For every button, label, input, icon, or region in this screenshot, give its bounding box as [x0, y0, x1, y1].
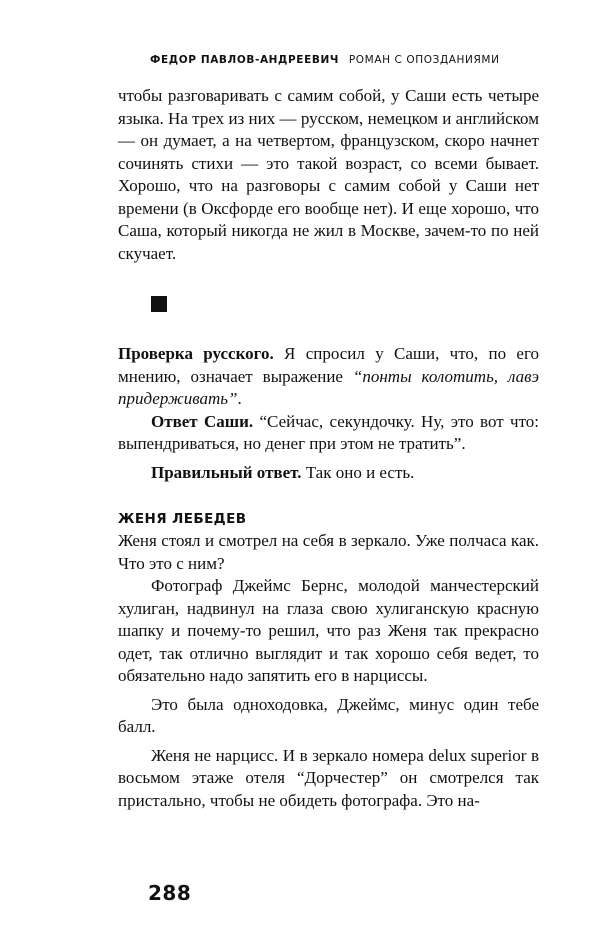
text-sasha-answer: “Сейчас, секундочку. Ну, это вот что: выпендриваться, но денег при этом не тратить”. [118, 411, 539, 453]
paragraph-continued: чтобы разговаривать с самим собой, у Саши есть четыре языка. На трех из них — русском, немецком и английском — он думает, а на четвертом, французском, скоро начнет сочинять стихи — это такой возраст, со всеми бывает. Хорошо, что на разговоры с самим собой у Саши нет времени (в Оксфорде его вообще нет). И еще хорошо, что Саша, который никогда не жил в Москве, зачем-то по ней скучает. [118, 86, 539, 263]
label-correct-answer: Правильный ответ. [151, 462, 302, 482]
paragraph-mirror: Женя стоял и смотрел на себя в зеркало. Уже полчаса как. Что это с ним? [118, 531, 539, 573]
paragraph-language-check [118, 343, 539, 411]
paragraph-photographer: Фотограф Джеймс Бернс, молодой манчестерский хулиган, надвинул на глаза свою хулиганскую красную шапку и почему-то решил, что раз Женя так прекрасно одет, так отлично выглядит и так хорошо себя ведет, то обязательно надо запятить его в нарциссы. [118, 576, 539, 685]
paragraph-one-move: Это была одноходовка, Джеймс, минус один тебе балл. [118, 694, 539, 736]
text-check-phrase: “понты колотить, лавэ придерживать” [118, 366, 539, 408]
text-check-end: . [237, 389, 242, 408]
text-check-question: Я спросил у Саши, что, по его мнению, означает выражение [118, 344, 539, 386]
paragraph-not-narcissus: Женя не нарцисс. И в зеркало номера delux superior в восьмом этаже отеля “Дорчестер” он смотрелся так пристально, чтобы не обидеть фотографа. Это на- [118, 745, 539, 810]
body-text [118, 85, 539, 812]
running-head [150, 54, 550, 66]
page-number: 288 [148, 881, 192, 905]
running-head-author: ФЕДОР ПАВЛОВ-АНДРЕЕВИЧ [150, 54, 339, 66]
section-heading: ЖЕНЯ ЛЕБЕДЕВ [118, 511, 247, 527]
text-correct-answer: Так оно и есть. [301, 462, 415, 482]
paragraph-sasha-answer [118, 411, 539, 456]
paragraph-correct-answer [118, 462, 539, 485]
running-head-title: РОМАН С ОПОЗДАНИЯМИ [348, 54, 500, 66]
label-sasha-answer: Ответ Саши. [151, 411, 254, 431]
section-marker-square [151, 296, 167, 312]
label-check-russian: Проверка русского. [118, 344, 274, 363]
